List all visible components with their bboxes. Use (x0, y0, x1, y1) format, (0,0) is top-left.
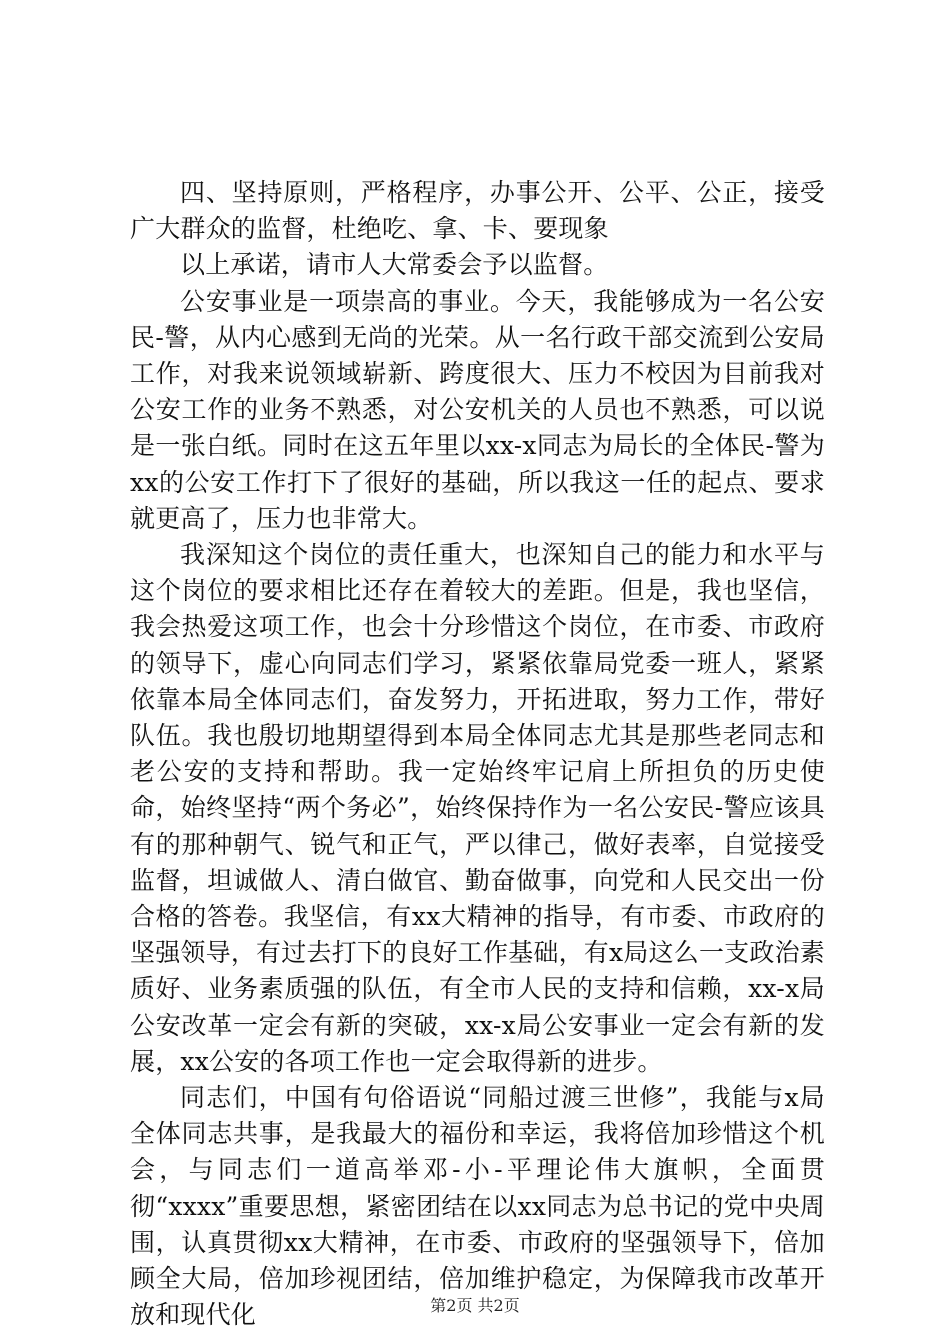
document-body (130, 175, 825, 1334)
page-number-footer: 第2页 共2页 (430, 1296, 520, 1315)
paragraph-commitment-four: 四、坚持原则，严格程序，办事公开、公平、公正，接受广大群众的监督，杜绝吃、拿、卡、要现象 (130, 178, 825, 244)
paragraph-supervision-request: 以上承诺，请市人大常委会予以监督。 (180, 250, 609, 280)
paragraph-responsibility: 我深知这个岗位的责任重大，也深知自己的能力和水平与这个岗位的要求相比还存在着较大的差距。但是，我也坚信，我会热爱这项工作，也会十分珍惜这个岗位，在市委、市政府的领导下，虚心向同志们学习，紧紧依靠局党委一班人，紧紧依靠本局全体同志们，奋发努力，开拓进取，努力工作，带好队伍。我也殷切地期望得到本局全体同志尤其是那些老同志和老公安的支持和帮助。我一定始终牢记肩上所担负的历史使命，始终坚持“两个务必”，始终保持作为一名公安民-警应该具有的那种朝气、锐气和正气，严以律己，做好表率，自觉接受监督，坦诚做人、清白做官、勤奋做事，向党和人民交出一份合格的答卷。我坚信，有xx大精神的指导，有市委、市政府的坚强领导，有过去打下的良好工作基础，有x局这么一支政治素质好、业务素质强的队伍，有全市人民的支持和信赖，xx-x局公安改革一定会有新的突破，xx-x局公安事业一定会有新的发展，xx公安的各项工作也一定会取得新的进步。 (130, 540, 825, 1076)
paragraph-police-career: 公安事业是一项崇高的事业。今天，我能够成为一名公安民-警，从内心感到无尚的光荣。从一名行政干部交流到公安局工作，对我来说领域崭新、跨度很大、压力不校因为目前我对公安工作的业务不熟悉，对公安机关的人员也不熟悉，可以说是一张白纸。同时在这五年里以xx-x同志为局长的全体民-警为xx的公安工作打下了很好的基础，所以我这一任的起点、要求就更高了，压力也非常大。 (130, 286, 825, 533)
paragraph-closing: 同志们，中国有句俗语说“同船过渡三世修”，我能与x局全体同志共事，是我最大的福份和幸运，我将倍加珍惜这个机会，与同志们一道高举邓-小-平理论伟大旗帜，全面贯彻“xxxx”重要思想，紧密团结在以xx同志为总书记的党中央周围，认真贯彻xx大精神，在市委、市政府的坚强领导下，倍加顾全大局，倍加珍视团结，倍加维护稳定，为保障我市改革开放和现代化 (130, 1083, 825, 1330)
